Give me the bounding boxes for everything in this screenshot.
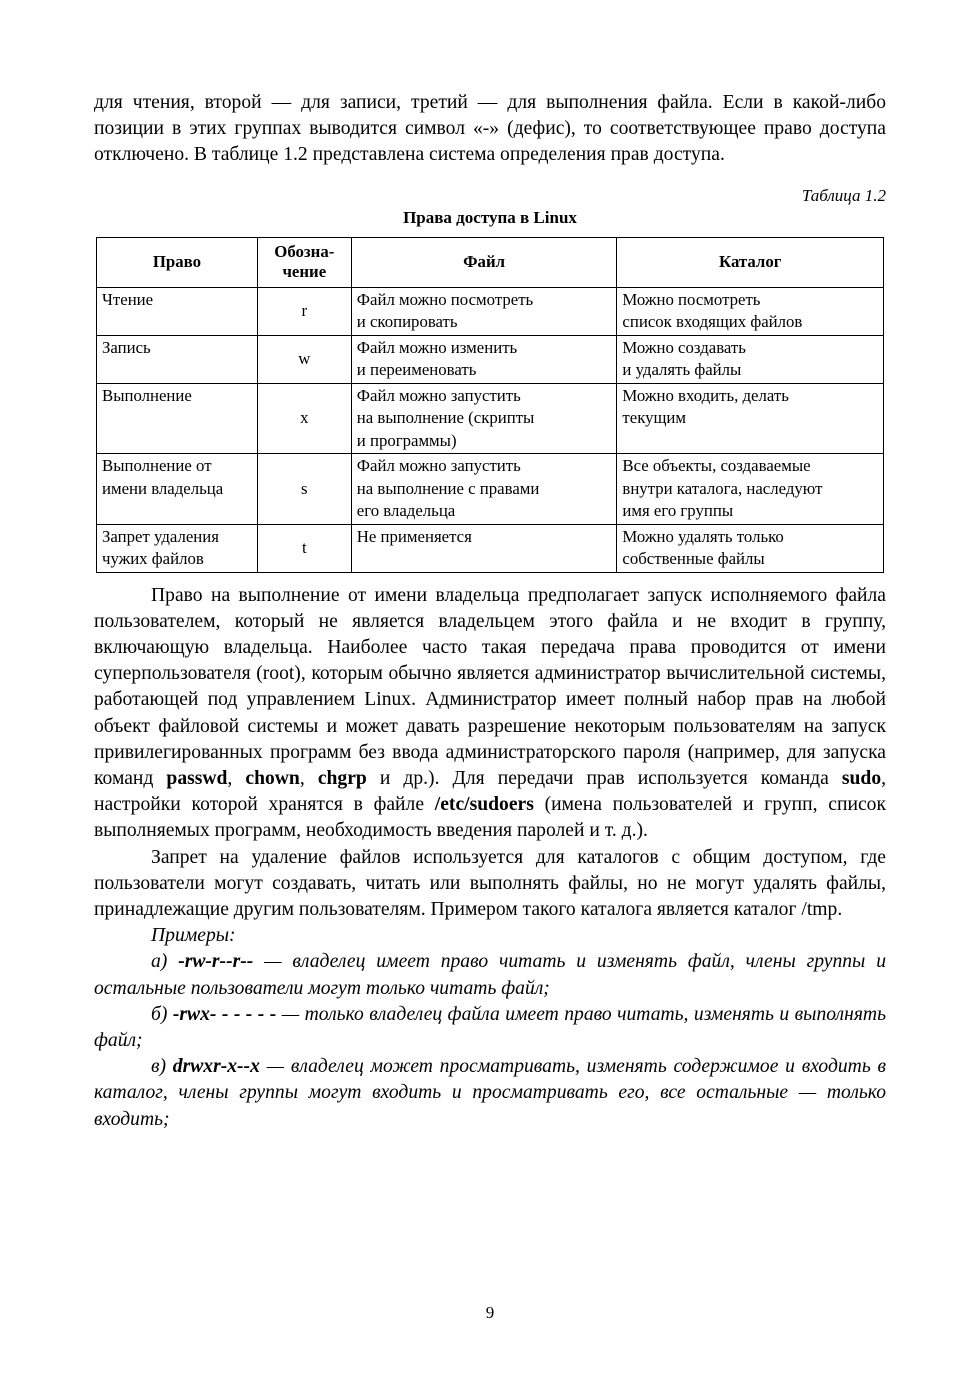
cell-file: Файл можно посмотреть и скопировать: [351, 287, 617, 335]
permissions-table: [96, 237, 884, 573]
table-caption: Таблица 1.2: [801, 185, 886, 205]
cell-symbol: r: [257, 287, 351, 335]
cell-file: Не применяется: [351, 524, 617, 572]
cell-dir: Можно создавать и удалять файлы: [617, 335, 884, 383]
intro-paragraph: для чтения, второй — для записи, третий — для выполнения файла. Если в какой-либо позиции в этих группах выводится символ «-» (дефис), то соответствующее право доступа отключено. В таблице 1.2 представлена система определения прав доступа.: [94, 92, 886, 166]
example-b: б) -rwx- - - - - - — только владелец файла имеет право читать, изменять и выполнять файл;: [94, 1003, 886, 1052]
cell-right: Запись: [97, 335, 258, 383]
path-sudoers: /etc/sudoers: [434, 794, 534, 816]
header-file: Файл: [351, 237, 617, 287]
setuid-paragraph: Право на выполнение от имени владельца предполагает запуск исполняемого файла пользователем, который не является владельцем этого файла и не входит в группу, включающую владельца. Наиболее часто такая передача права проводится от имени суперпользователя (root), которым обычно является администратор вычислительной системы, работающей под управлением Linux. Администратор имеет полный набор прав на любой объект файловой системы и может давать разрешение некоторым пользователям на запуск привилегированных программ без ввода администраторского пароля (например, для запуска команд passwd, chown, chgrp и др.). Для передачи прав используется команда sudo, настройки которой хранятся в файле /etc/sudoers (имена пользователей и групп, список выполняемых программ, необходимость введения паролей и т. д.).: [94, 584, 887, 842]
table-row: [97, 383, 884, 454]
cmd-passwd: passwd: [166, 768, 228, 790]
header-dir: Каталог: [617, 237, 884, 287]
cell-right: Чтение: [97, 287, 258, 335]
cell-file: Файл можно изменить и переименовать: [351, 335, 617, 383]
cell-symbol: t: [257, 524, 351, 572]
cell-right: Запрет удаления чужих файлов: [97, 524, 258, 572]
cell-dir: Можно входить, делать текущим: [617, 383, 884, 454]
cell-dir: Можно удалять только собственные файлы: [617, 524, 884, 572]
cell-symbol: s: [257, 454, 351, 525]
cmd-chown: chown: [245, 768, 300, 790]
cell-dir: Можно посмотреть список входящих файлов: [617, 287, 884, 335]
cell-file: Файл можно запустить на выполнение с правами его владельца: [351, 454, 617, 525]
examples-heading: Примеры:: [151, 925, 236, 947]
table-row: [97, 287, 884, 335]
cmd-chgrp: chgrp: [317, 768, 367, 790]
example-c: в) drwxr-x--x — владелец может просматривать, изменять содержимое и входить в каталог, члены группы могут входить и просматривать его, все остальные — только входить;: [94, 1056, 886, 1130]
cell-symbol: x: [257, 383, 351, 454]
cell-symbol: w: [257, 335, 351, 383]
header-symbol: Обозна- чение: [257, 237, 351, 287]
cmd-sudo: sudo: [841, 768, 882, 790]
example-a: а) -rw-r--r-- — владелец имеет право читать и изменять файл, члены группы и остальные пользователи могут только читать файл;: [94, 951, 886, 999]
cell-dir: Все объекты, создаваемые внутри каталога, наследуют имя его группы: [617, 454, 884, 525]
examples-block: [94, 923, 886, 1133]
table-row: [97, 454, 884, 525]
table-header-row: [97, 237, 884, 287]
page-content: [94, 90, 886, 1133]
cell-right: Выполнение от имени владельца: [97, 454, 258, 525]
table-row: [97, 335, 884, 383]
cell-file: Файл можно запустить на выполнение (скрипты и программы): [351, 383, 617, 454]
table-title: Права доступа в Linux: [403, 207, 577, 227]
page-number: 9: [485, 1303, 495, 1322]
header-right: Право: [97, 237, 258, 287]
sticky-paragraph: Запрет на удаление файлов используется для каталогов с общим доступом, где пользователи могут создавать, читать или выполнять файлы, но не могут удалять файлы, принадлежащие другим пользователям. Примером такого каталога является каталог /tmp.: [94, 846, 886, 921]
cell-right: Выполнение: [97, 383, 258, 454]
table-row: [97, 524, 884, 572]
